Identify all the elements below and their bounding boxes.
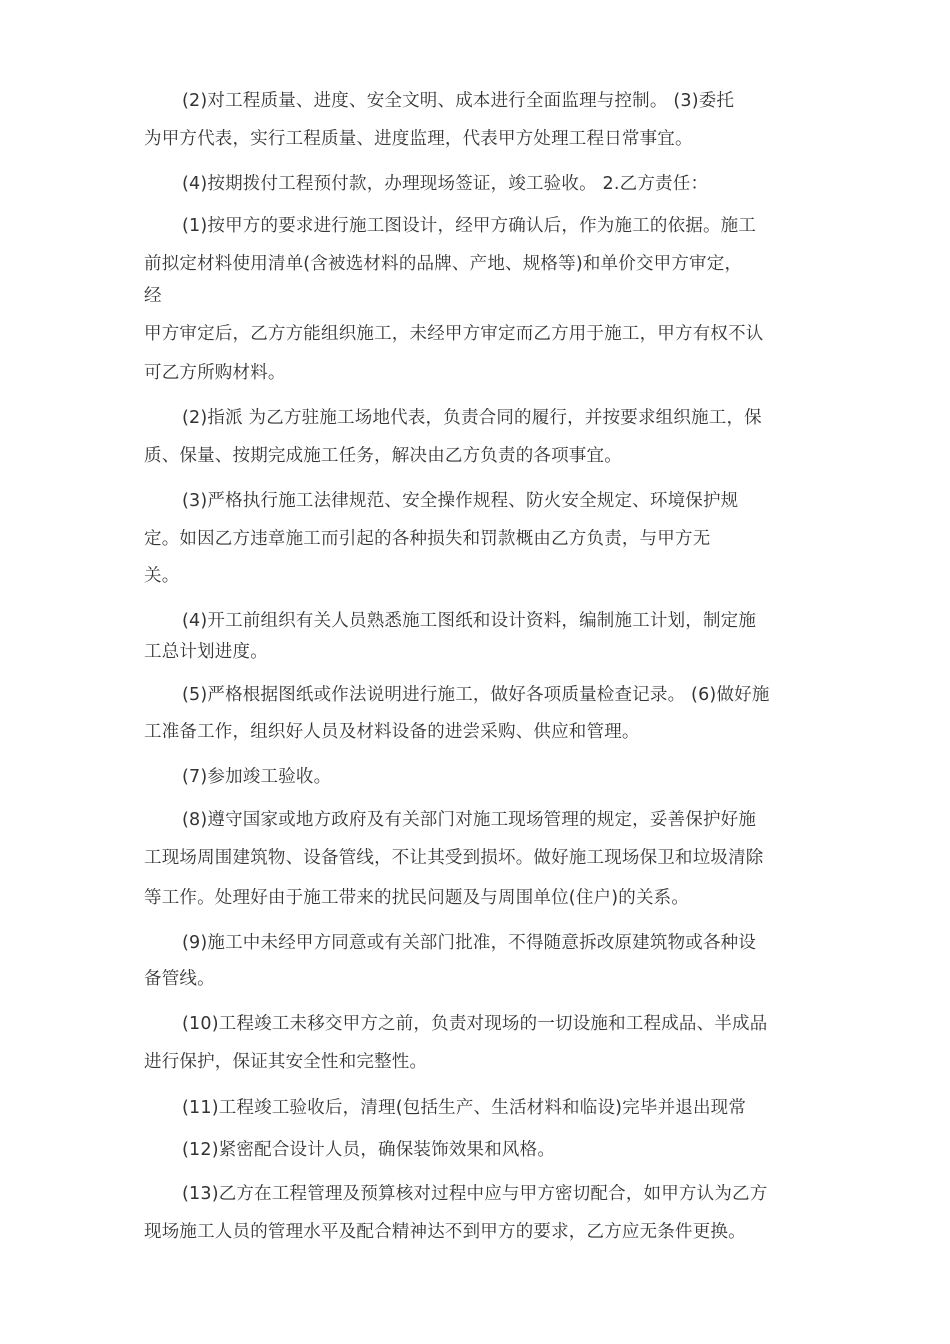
text-line: 为甲方代表，实行工程质量、进度监理，代表甲方处理工程日常事宜。 (144, 129, 693, 149)
text-line: (12)紧密配合设计人员，确保装饰效果和风格。 (182, 1140, 556, 1160)
text-line: 工现场周围建筑物、设备管线，不让其受到损坏。做好施工现场保卫和垃圾清除 (144, 848, 764, 868)
text-line: (10)工程竣工未移交甲方之前，负责对现场的一切设施和工程成品、半成品 (182, 1014, 768, 1034)
text-line: 关。 (144, 566, 180, 586)
text-line: 等工作。处理好由于施工带来的扰民问题及与周围单位(住户)的关系。 (144, 888, 690, 908)
text-line: (4)按期拨付工程预付款，办理现场签证，竣工验收。 2.乙方责任： (182, 174, 709, 194)
text-line: 现场施工人员的管理水平及配合精神达不到甲方的要求，乙方应无条件更换。 (144, 1222, 746, 1242)
text-line: (8)遵守国家或地方政府及有关部门对施工现场管理的规定，妥善保护好施 (182, 810, 757, 830)
text-line: 甲方审定后，乙方方能组织施工，未经甲方审定而乙方用于施工，甲方有权不认 (144, 324, 764, 344)
text-line: 质、保量、按期完成施工任务，解决由乙方负责的各项事宜。 (144, 446, 622, 466)
text-line: (13)乙方在工程管理及预算核对过程中应与甲方密切配合，如甲方认为乙方 (182, 1184, 768, 1204)
text-line: 工总计划进度。 (144, 642, 268, 662)
text-line: 前拟定材料使用清单(含被选材料的品牌、产地、规格等)和单价交甲方审定， (144, 254, 743, 274)
text-line: 进行保护，保证其安全性和完整性。 (144, 1052, 428, 1072)
text-line: (9)施工中未经甲方同意或有关部门批准，不得随意拆改原建筑物或各种设 (182, 933, 757, 953)
text-line: (7)参加竣工验收。 (182, 767, 332, 787)
text-line: (2)指派 为乙方驻施工场地代表，负责合同的履行，并按要求组织施工，保 (182, 408, 762, 428)
text-line: (11)工程竣工验收后，清理(包括生产、生活材料和临设)完毕并退出现常 (182, 1098, 747, 1118)
text-line: 备管线。 (144, 969, 215, 989)
text-line: (2)对工程质量、进度、安全文明、成本进行全面监理与控制。 (3)委托 (182, 91, 735, 111)
text-line: 经 (144, 286, 162, 306)
text-line: (1)按甲方的要求进行施工图设计，经甲方确认后，作为施工的依据。施工 (182, 216, 757, 236)
text-line: (4)开工前组织有关人员熟悉施工图纸和设计资料，编制施工计划，制定施 (182, 611, 757, 631)
text-line: 可乙方所购材料。 (144, 363, 286, 383)
text-line: (3)严格执行施工法律规范、安全操作规程、防火安全规定、环境保护规 (182, 491, 739, 511)
text-line: 工准备工作，组织好人员及材料设备的进尝采购、供应和管理。 (144, 722, 640, 742)
text-line: (5)严格根据图纸或作法说明进行施工，做好各项质量检查记录。 (6)做好施 (182, 685, 770, 705)
text-line: 定。如因乙方违章施工而引起的各种损失和罚款概由乙方负责，与甲方无 (144, 529, 711, 549)
